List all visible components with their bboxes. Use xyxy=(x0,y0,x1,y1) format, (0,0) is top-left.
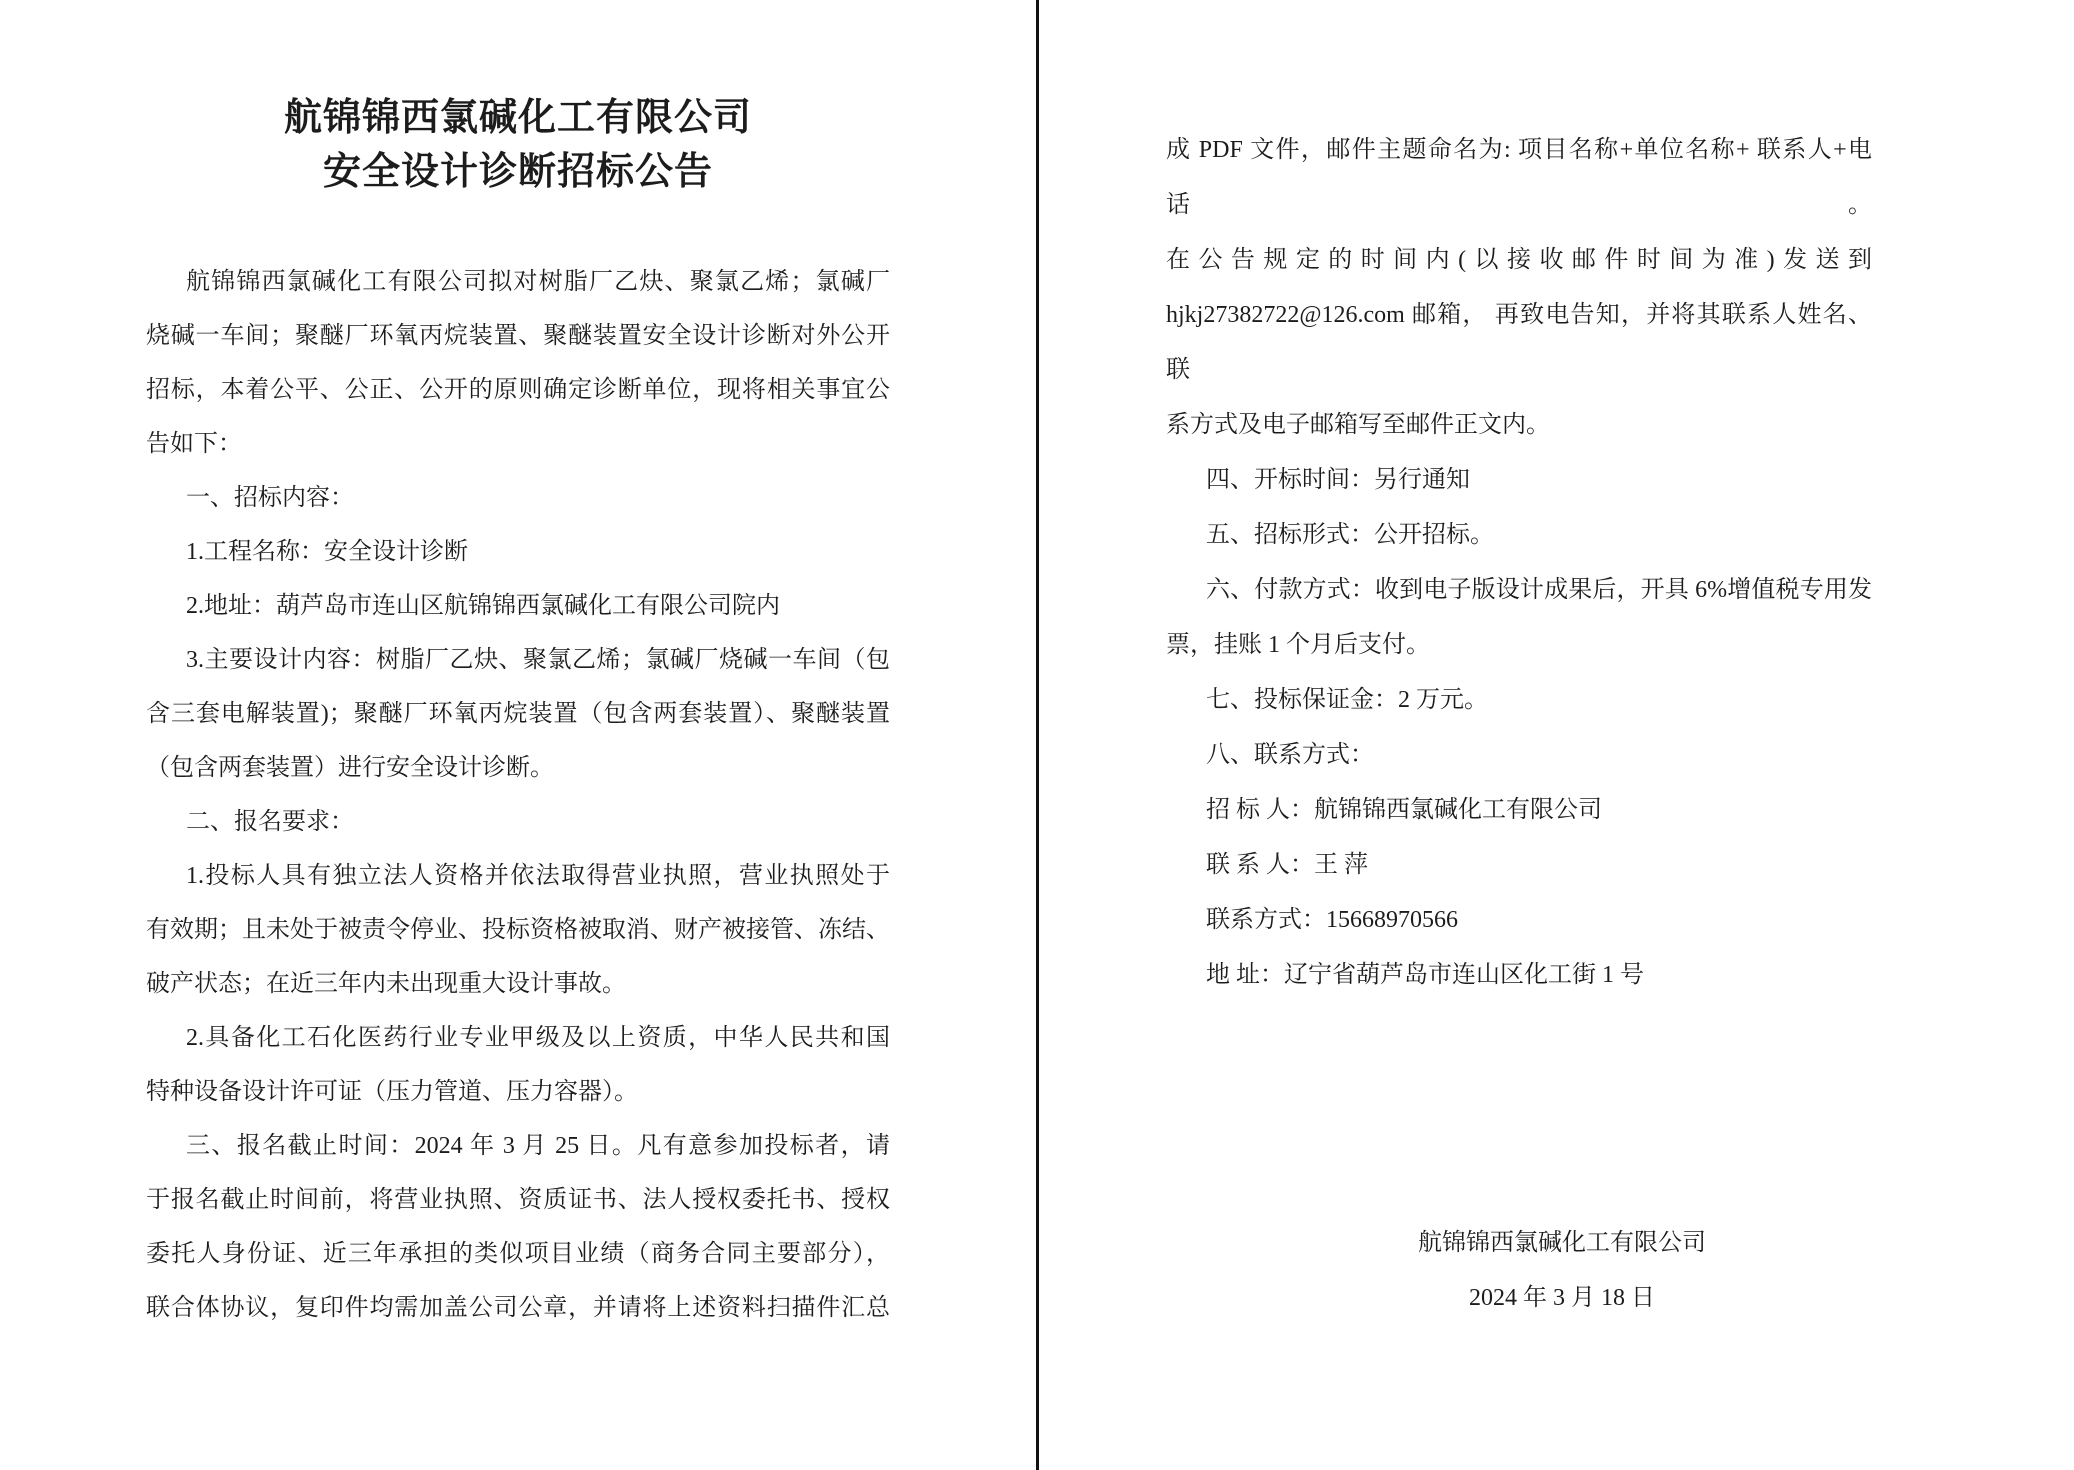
body-line: 特种设备设计许可证（压力管道、压力容器）。 xyxy=(146,1079,638,1105)
body-line: 三、报名截止时间：2024 年 3 月 25 日。凡有意参加投标者，请 xyxy=(186,1133,890,1159)
body-line: 航锦锦西氯碱化工有限公司拟对树脂厂乙炔、聚氯乙烯；氯碱厂 xyxy=(186,269,890,295)
section-heading: 二、报名要求： xyxy=(186,809,354,835)
body-line: 在公告规定的时间内(以接收邮件时间为准)发送到 xyxy=(1166,247,1872,273)
body-line: 有效期；且未处于被责令停业、投标资格被取消、财产被接管、冻结、 xyxy=(146,917,890,943)
body-line: 招标，本着公平、公正、公开的原则确定诊断单位，现将相关事宜公 xyxy=(146,377,890,403)
contact-person-line: 联 系 人：王 萍 xyxy=(1206,852,1368,878)
contact-address-line: 地 址：辽宁省葫芦岛市连山区化工街 1 号 xyxy=(1206,962,1644,988)
body-line: 3.主要设计内容：树脂厂乙炔、聚氯乙烯；氯碱厂烧碱一车间（包 xyxy=(186,647,890,673)
body-line: （包含两套装置）进行安全设计诊断。 xyxy=(146,755,554,781)
signature-date: 2024 年 3 月 18 日 xyxy=(1469,1285,1655,1311)
body-line: 六、付款方式：收到电子版设计成果后，开具 6%增值税专用发 xyxy=(1206,577,1872,603)
body-line: 系方式及电子邮箱写至邮件正文内。 xyxy=(1166,412,1550,438)
page-divider-line xyxy=(1036,0,1039,1470)
right-page xyxy=(1166,123,1872,1326)
body-line: 含三套电解装置)；聚醚厂环氧丙烷装置（包含两套装置）、聚醚装置 xyxy=(146,701,890,727)
body-line: hjkj27382722@126.com 邮箱， 再致电告知，并将其联系人姓名、联 xyxy=(1166,302,1872,383)
section-heading: 五、招标形式：公开招标。 xyxy=(1206,522,1494,548)
body-line: 1.工程名称：安全设计诊断 xyxy=(186,539,468,565)
doc-title-line-1: 航锦锦西氯碱化工有限公司 xyxy=(283,97,752,139)
body-line: 破产状态；在近三年内未出现重大设计事故。 xyxy=(146,971,626,997)
signature-block xyxy=(1166,1216,1872,1326)
body-line: 告如下： xyxy=(146,431,242,457)
section-heading: 八、联系方式： xyxy=(1206,742,1374,768)
section-heading: 七、投标保证金：2 万元。 xyxy=(1206,687,1488,713)
title-body-gap xyxy=(146,199,890,255)
body-line: 1.投标人具有独立法人资格并依法取得营业执照，营业执照处于 xyxy=(186,863,890,889)
body-line: 于报名截止时间前，将营业执照、资质证书、法人授权委托书、授权 xyxy=(146,1187,890,1213)
doc-title-line-2: 安全设计诊断招标公告 xyxy=(322,151,713,193)
signature-gap xyxy=(1166,1003,1872,1216)
body-line: 烧碱一车间；聚醚厂环氧丙烷装置、聚醚装置安全设计诊断对外公开 xyxy=(146,323,890,349)
left-page xyxy=(146,91,890,1335)
contact-phone-line: 联系方式：15668970566 xyxy=(1206,907,1458,933)
body-line: 委托人身份证、近三年承担的类似项目业绩（商务合同主要部分）， xyxy=(146,1241,890,1267)
body-line: 票，挂账 1 个月后支付。 xyxy=(1166,632,1430,658)
signature-company: 航锦锦西氯碱化工有限公司 xyxy=(1418,1230,1706,1256)
body-line: 成 PDF 文件，邮件主题命名为: 项目名称+单位名称+ 联系人+电话。 xyxy=(1166,137,1872,218)
section-heading: 一、招标内容： xyxy=(186,485,354,511)
body-line: 2.地址：葫芦岛市连山区航锦锦西氯碱化工有限公司院内 xyxy=(186,593,780,619)
section-heading: 四、开标时间：另行通知 xyxy=(1206,467,1470,493)
body-line: 联合体协议，复印件均需加盖公司公章，并请将上述资料扫描件汇总 xyxy=(146,1295,890,1321)
contact-bidder-line: 招 标 人：航锦锦西氯碱化工有限公司 xyxy=(1206,797,1602,823)
body-line: 2.具备化工石化医药行业专业甲级及以上资质，中华人民共和国 xyxy=(186,1025,890,1051)
